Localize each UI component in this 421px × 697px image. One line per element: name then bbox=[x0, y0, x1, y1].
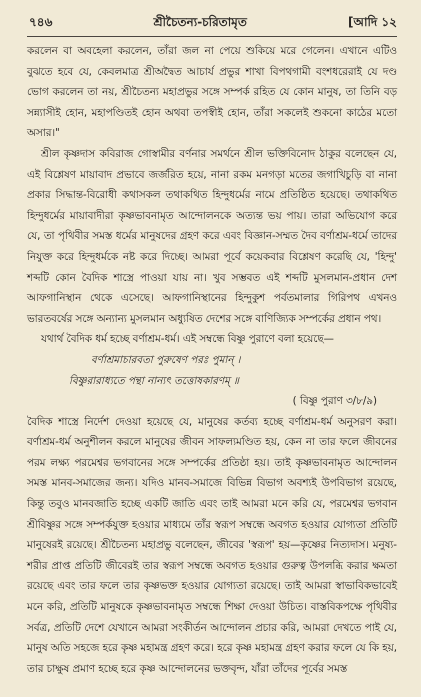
paragraph: যথার্থ বৈদিক ধর্ম হচ্ছে বর্ণাশ্রম-ধর্ম। এই সম্বন্ধে বিষ্ণু পুরাণে বলা হয়েছে— bbox=[41, 333, 334, 346]
book-title: শ্রীচৈতন্য-চরিতামৃত bbox=[153, 15, 247, 29]
page-body bbox=[27, 41, 397, 679]
paragraph: করলেন বা অবহেলা করলেন, তাঁরা জল না পেয়ে শুকিয়ে মরে গেলেন। এখানে এটিও বুঝতে হবে যে, কেবলমাত্র শ্রীঅদ্বৈত আচার্য প্রভুর শাখা বিপথগামী বংশধরেরাই যে দণ্ড ভোগ করলেন তা নয়, শ্রীচৈতন্য মহাপ্রভুর সঙ্গে সম্পর্ক রহিত যে কোন মানুষ, তা তিনি বড় সন্ন্যাসীই হোন, মহাপণ্ডিতই হোন অথবা তপস্বীই হোন, তাঁরা সকলেই শুকনো কাঠের মতো অসার।" bbox=[27, 45, 397, 140]
verse-line: বিষ্ণুরারাধ্যতে পন্থা নান্যৎ তত্তোষকারণম্ ॥ bbox=[69, 374, 239, 387]
paragraph: বৈদিক শাস্ত্রে নির্দেশ দেওয়া হয়েছে যে, মানুষের কর্তব্য হচ্ছে বর্ণাশ্রম-ধর্ম অনুসরণ করা। বর্ণাশ্রম-ধর্ম অনুশীলন করলে মানুষের জীবন সাফল্যমণ্ডিত হয়, কেন না তার ফলে জীবনের পরম লক্ষ্য পরমেশ্বর ভগবানের সঙ্গে সম্পর্কের প্রতিষ্ঠা হয়। তাই কৃষ্ণভাবনামৃত আন্দোলন সমস্ত মানব-সমাজের জন্য। যদিও মানব-সমাজে বিভিন্ন বিভাগ অবশ্যই উপবিভাগ রয়েছে, কিন্তু তবুও মানবজাতি হচ্ছে একটি জাতি এবং তাই আমরা মনে করি যে, পরমেশ্বর ভগবান শ্রীবিষ্ণুর সঙ্গে সম্পর্কযুক্ত হওয়ার মাধ্যমে তাঁর স্বরূপ সম্বন্ধে অবগত হওয়ার যোগ্যতা প্রতিটি মানুষেরই রয়েছে। শ্রীচৈতন্য মহাপ্রভু বলেছেন, জীবের 'স্বরূপ' হয়—কৃষ্ণের নিত্যদাস। মনুষ্য-শরীর প্রাপ্ত প্রতিটি জীবেরই তার স্বরূপ সম্বন্ধে অবগত হওয়ার গুরুত্ব উপলব্ধি করার ক্ষমতা রয়েছে এবং তার ফলে তার কৃষ্ণভক্ত হওয়ার যোগ্যতা রয়েছে। তাই আমরা স্বাভাবিকভাবেই মনে করি, প্রতিটি মানুষকে কৃষ্ণভাবনামৃত সম্বন্ধে শিক্ষা দেওয়া উচিত। বাস্তবিকপক্ষে পৃথিবীর সর্বত্র, প্রতিটি দেশে যেখানে আমরা সংকীর্তন আন্দোলন প্রচার করি, আমরা দেখতে পাই যে, মানুষ অতি সহজে হরে কৃষ্ণ মহামন্ত্র গ্রহণ করে। হরে কৃষ্ণ মহামন্ত্র গ্রহণ করার ফলে যে কি হয়, তার চাক্ষুষ প্রমাণ হচ্ছে হরে কৃষ্ণ আন্দোলনের ভক্তবৃন্দ, যাঁরা তাঁদের পূর্বের সমস্ত bbox=[27, 415, 397, 675]
paragraph: শ্রীল কৃষ্ণদাস কবিরাজ গোস্বামীর বর্ণনার সমর্থনে শ্রীল ভক্তিবিনোদ ঠাকুর বলেছেন যে, এই বিশ্লেষণ মায়াবাদ প্রভাবে জর্জরিত হয়ে, নানা রকম মনগড়া মতের জগাখিচুড়ি বা নানা প্রকার সিদ্ধান্ত-বিরোধী কথাসকল তথাকথিত হিন্দুধর্মের নামে প্রতিষ্ঠিত হয়েছে। তথাকথিত হিন্দুধর্মের মায়াবাদীরা কৃষ্ণভাবনামৃত আন্দোলনকে অত্যন্ত ভয় পায়। তারা অভিযোগ করে যে, তা পৃথিবীর সমস্ত ধর্মের মানুষদের গ্রহণ করে এবং বিজ্ঞান-সম্মত দৈব বর্ণাশ্রম-ধর্মে তাদের নিযুক্ত করে হিন্দুধর্মকে নষ্ট করে দিচ্ছে। আমরা পূর্বে কয়েকবার বিশ্লেষণ করেছি যে, 'হিন্দু' শব্দটি কোন বৈদিক শাস্ত্রে পাওয়া যায় না। খুব সম্ভবত এই শব্দটি মুসলমান-প্রধান দেশ আফগানিস্থান থেকে এসেছে। আফগানিস্থানের হিন্দুকুশ পর্বতমালার গিরিপথ এখনও ভারতবর্ষের সঙ্গে অন্যান্য মুসলমান অধ্যুষিত দেশের সঙ্গে বাণিজ্যিক সম্পর্কের প্রধান পথ। bbox=[27, 147, 397, 325]
page-header bbox=[27, 14, 397, 36]
sanskrit-verse bbox=[27, 350, 397, 391]
page-number: ৭৪৬ bbox=[29, 15, 53, 29]
section-label: [আদি ১২ bbox=[347, 15, 397, 29]
verse-line: বর্ণাশ্রমাচারবতা পুরুষেণ পরঃ পুমান্ । bbox=[91, 353, 241, 366]
verse-reference: ( বিষ্ণু পুরাণ ৩/৮/৯) bbox=[292, 395, 377, 408]
header-rule bbox=[27, 36, 397, 37]
